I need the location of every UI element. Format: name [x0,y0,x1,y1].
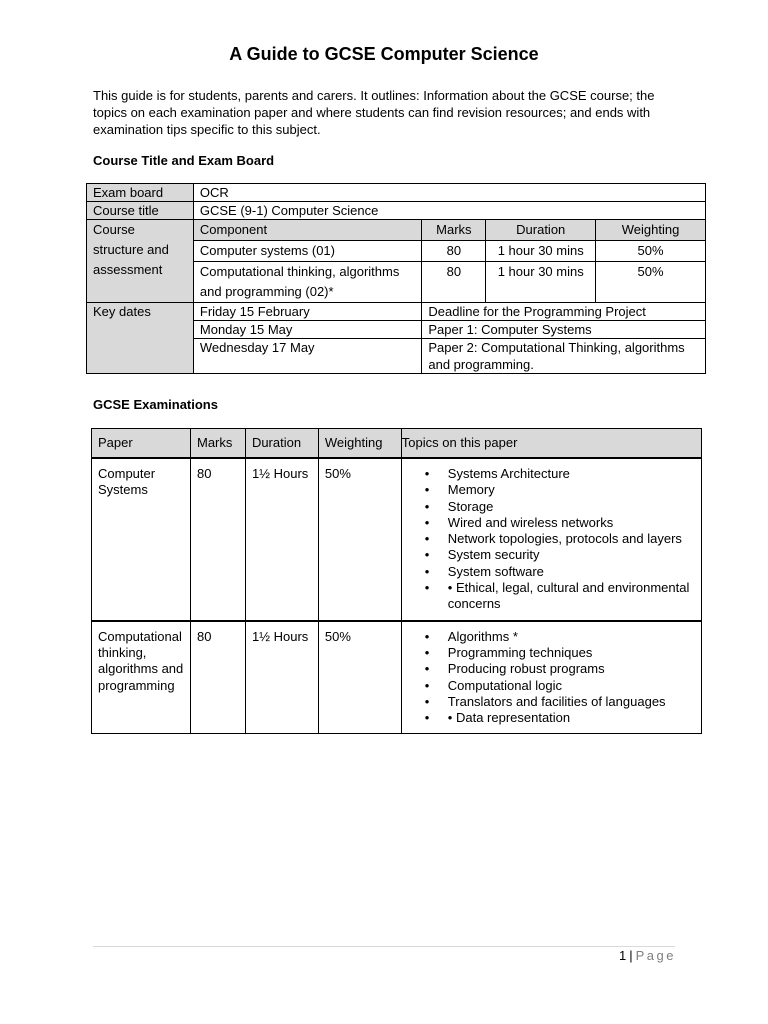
component-duration: 1 hour 30 mins [486,262,596,303]
weighting-header: Weighting [318,429,401,459]
page-separator: | [629,948,633,963]
topic-item: • Network topologies, protocols and layers [408,531,695,547]
component-marks: 80 [422,241,486,262]
footer-divider [93,946,675,947]
paper-weighting: 50% [318,621,401,734]
key-date-event: Paper 1: Computer Systems [422,321,706,339]
exam-header-row [92,429,702,459]
topic-item: • System security [408,547,695,563]
key-date: Friday 15 February [193,303,421,321]
topic-item: • Translators and facilities of languages [408,694,695,710]
structure-label: Course structure and assessment [87,220,194,303]
topic-list [408,629,695,727]
exam-paper-row [92,621,702,734]
paper-duration: 1½ Hours [245,458,318,621]
paper-header: Paper [92,429,191,459]
topic-item: • Computational logic [408,678,695,694]
page-title: A Guide to GCSE Computer Science [229,44,539,64]
page-word: Page [635,948,676,963]
component-weighting: 50% [596,241,706,262]
exam-board-value: OCR [193,184,705,202]
paper-weighting: 50% [318,458,401,621]
paper-topics [401,621,701,734]
exam-board-row [87,184,706,202]
component-header: Component [193,220,421,241]
component-name: Computer systems (01) [193,241,421,262]
exam-paper-row [92,458,702,621]
topic-item: • • Ethical, legal, cultural and environmental concerns [408,580,695,613]
topic-item: • Programming techniques [408,645,695,661]
topic-item: • Wired and wireless networks [408,515,695,531]
course-title-label: Course title [87,202,194,220]
exam-table [91,428,702,734]
paper-name: Computer Systems [92,458,191,621]
topic-item: • • Data representation [408,710,695,726]
component-duration: 1 hour 30 mins [486,241,596,262]
topic-item: • Algorithms * [408,629,695,645]
duration-header: Duration [486,220,596,241]
paper-marks: 80 [190,621,245,734]
duration-header: Duration [245,429,318,459]
marks-header: Marks [190,429,245,459]
key-date-event: Paper 2: Computational Thinking, algorithms and programming. [422,339,706,374]
component-marks: 80 [422,262,486,303]
paper-topics [401,458,701,621]
course-info-table [86,183,706,374]
exam-section-heading: GCSE Examinations [93,397,218,412]
topic-list [408,466,695,613]
key-date-row [87,303,706,321]
page-number: 1 [619,948,627,963]
component-header-row [87,220,706,241]
topics-header: Topics on this paper [401,429,701,459]
key-date: Monday 15 May [193,321,421,339]
page-footer [619,948,676,963]
paper-duration: 1½ Hours [245,621,318,734]
key-date-event: Deadline for the Programming Project [422,303,706,321]
topic-item: • System software [408,564,695,580]
paper-name: Computational thinking, algorithms and programming [92,621,191,734]
topic-item: • Storage [408,499,695,515]
course-section-heading: Course Title and Exam Board [93,153,275,168]
topic-item: • Systems Architecture [408,466,695,482]
exam-board-label: Exam board [87,184,194,202]
intro-paragraph: This guide is for students, parents and carers. It outlines: Information about the GCSE course; the topics on each examination paper and where students can find revision resources; and ends with examination tips specific to this subject. [93,88,655,137]
key-date: Wednesday 17 May [193,339,421,374]
paper-marks: 80 [190,458,245,621]
course-title-value: GCSE (9-1) Computer Science [193,202,705,220]
topic-item: • Memory [408,482,695,498]
topic-item: • Producing robust programs [408,661,695,677]
component-weighting: 50% [596,262,706,303]
course-title-row [87,202,706,220]
marks-header: Marks [422,220,486,241]
weighting-header: Weighting [596,220,706,241]
key-dates-label: Key dates [87,303,194,374]
component-name: Computational thinking, algorithms and programming (02)* [193,262,421,303]
